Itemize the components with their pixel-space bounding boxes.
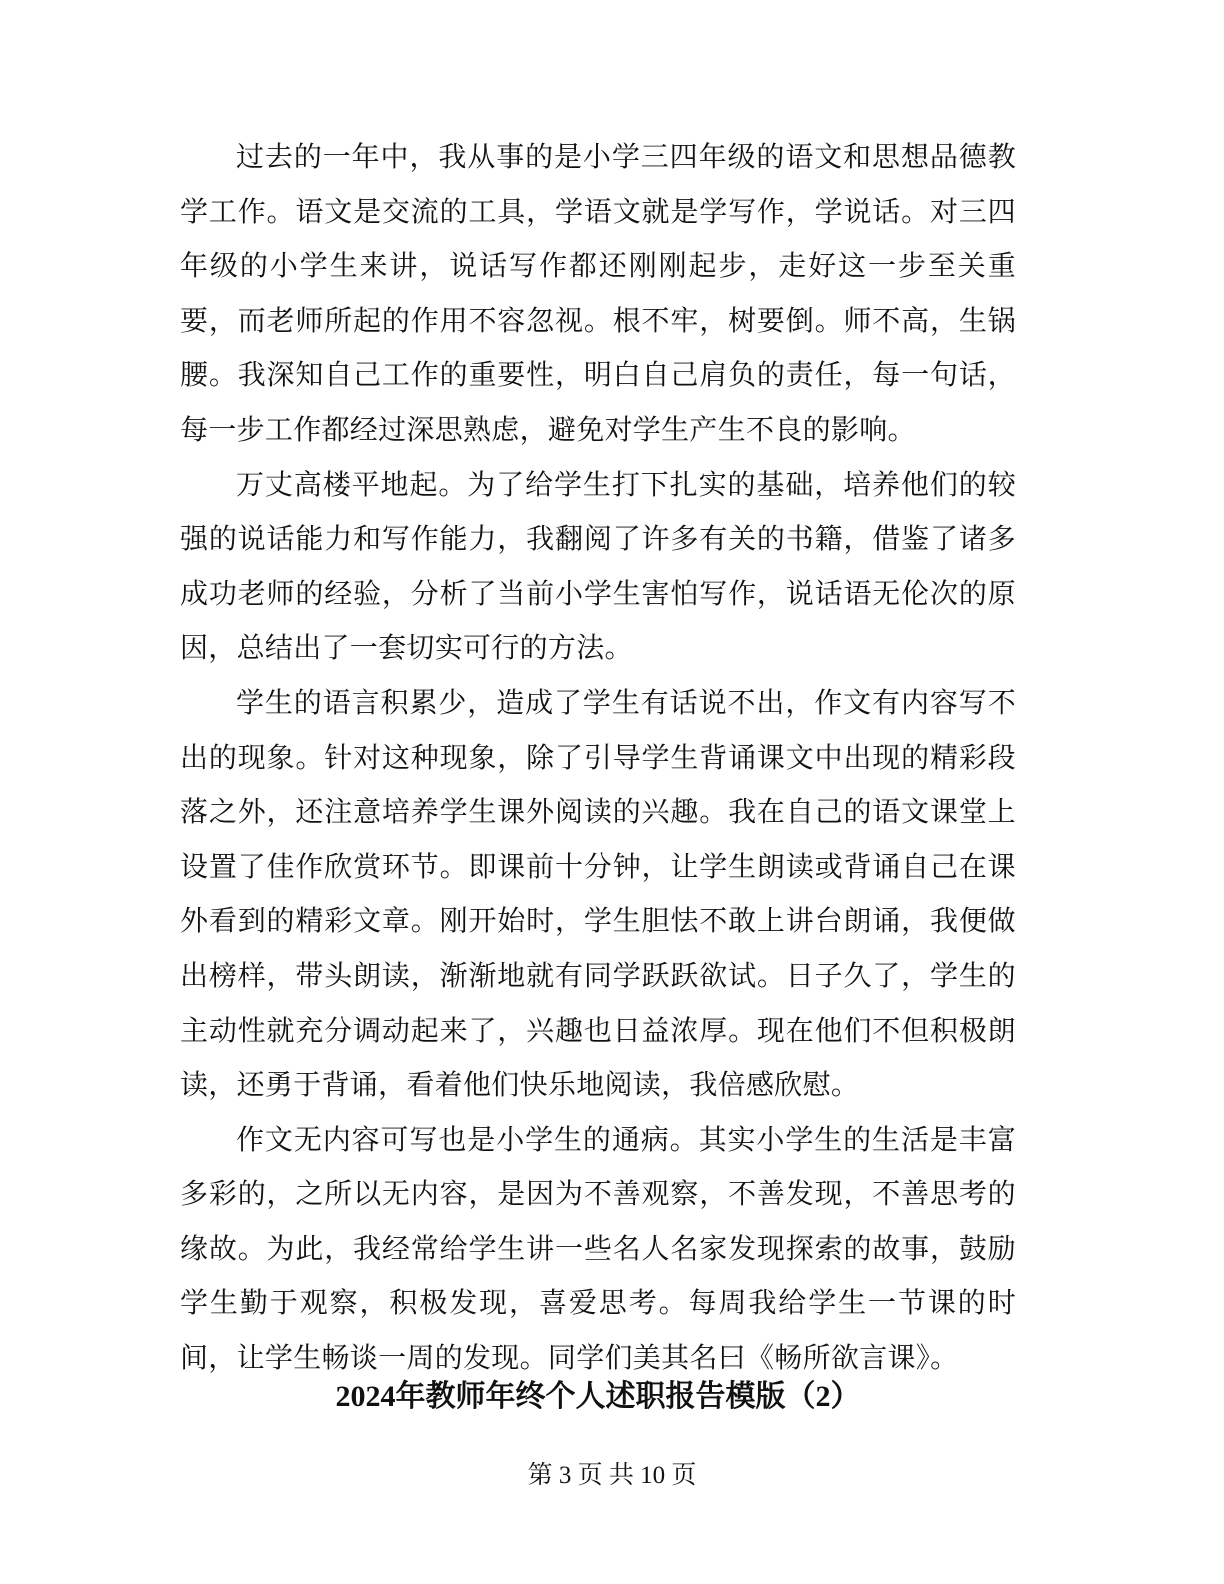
body-paragraph: 过去的一年中，我从事的是小学三四年级的语文和思想品德教学工作。语文是交流的工具，学语文就是学写作，学说话。对三四年级的小学生来讲，说话写作都还刚刚起步，走好这一步至关重要，而老师所起的作用不容忽视。根不牢，树要倒。师不高，生锅腰。我深知自己工作的重要性，明白自己肩负的责任，每一句话，每一步工作都经过深思熟虑，避免对学生产生不良的影响。 bbox=[180, 140, 1016, 446]
body-paragraph: 万丈高楼平地起。为了给学生打下扎实的基础，培养他们的较强的说话能力和写作能力，我翻阅了许多有关的书籍，借鉴了诸多成功老师的经验，分析了当前小学生害怕写作，说话语无伦次的原因，总结出了一套切实可行的方法。 bbox=[180, 467, 1016, 665]
section-title: 2024年教师年终个人述职报告模版（2） bbox=[335, 1380, 861, 1413]
document-body bbox=[180, 130, 1016, 1386]
body-paragraph: 学生的语言积累少，造成了学生有话说不出，作文有内容写不出的现象。针对这种现象，除了引导学生背诵课文中出现的精彩段落之外，还注意培养学生课外阅读的兴趣。我在自己的语文课堂上设置了佳作欣赏环节。即课前十分钟，让学生朗读或背诵自己在课外看到的精彩文章。刚开始时，学生胆怯不敢上讲台朗诵，我便做出榜样，带头朗读，渐渐地就有同学跃跃欲试。日子久了，学生的主动性就充分调动起来了，兴趣也日益浓厚。现在他们不但积极朗读，还勇于背诵，看着他们快乐地阅读，我倍感欣慰。 bbox=[180, 685, 1016, 1102]
page-footer: 第 3 页 共 10 页 bbox=[527, 1462, 697, 1489]
body-paragraph: 作文无内容可写也是小学生的通病。其实小学生的生活是丰富多彩的，之所以无内容，是因为不善观察，不善发现，不善思考的缘故。为此，我经常给学生讲一些名人名家发现探索的故事，鼓励学生勤于观察，积极发现，喜爱思考。每周我给学生一节课的时间，让学生畅谈一周的发现。同学们美其名曰《畅所欲言课》。 bbox=[180, 1122, 1016, 1375]
